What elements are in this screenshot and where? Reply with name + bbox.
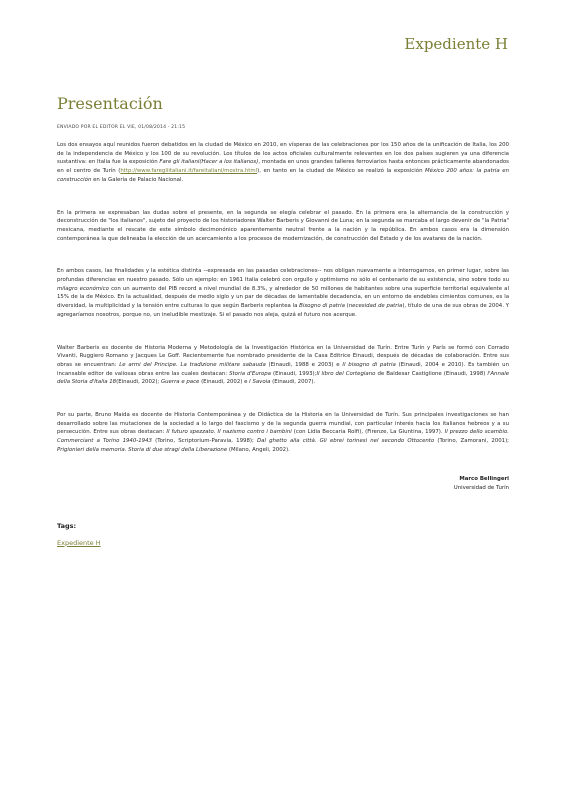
paragraph-3: En ambos casos, las finalidades y la estética distinta --expresada en las pasadas celebraciones-- nos obligan nuevamente a interrogarnos, en primer lugar, sobre las profundas diferencias en nuestro pasado. Sólo un ejemplo: en 1961 Italia celebró con orgullo y optimismo no sólo el centenario de su existencia, sino sobre todo su milagro económico con un aumento del PIB record a nivel mundial de 8.3%, y alrededor de 50 millones de habitantes sobre una superficie territorial equivalente al 15% de la de México. En la actualidad, después de medio siglo y un par de décadas de lamentable decadencia, en un entorno de endebles cimientos comunes, es la diversidad, la multiplicidad y la tensión entre culturas lo que según Barberis replantea la Bisogno di patria (necesidad de patria), título de una de sus obras de 2004. Y agregaríamos nosotros, porque no, un ineludible mestizaje. Si el pasado nos aleja, quizá el futuro nos acerque. xyxy=(57,268,509,318)
paragraph-1: Los dos ensayos aquí reunidos fueron debatidos en la ciudad de México en 2010, en vísperas de las celebraciones por los 150 años de la unificación de Italia, los 200 de la independencia de México y los 100 de su revolución. Los títulos de los actos oficiales culturalmente relevantes en los dos países sugieren ya una diferencia sustantiva: en Italia fue la exposición Fare gli italiani(Hacer a los italianos), montada en unos grandes talleres ferroviarios hasta entonces prácticamente abandonados en el centro de Turín (http://www.faregliitaliani.it/fareitaliani/mostra.html), en tanto en la ciudad de México se realizó la exposición México 200 años: la patria en construcción en la Galería de Palacio Nacional. xyxy=(57,142,510,183)
site-title[interactable]: Expediente H xyxy=(404,35,508,53)
tag-link[interactable]: Expediente H xyxy=(57,538,101,547)
paragraph-2: En la primera se expresaban las dudas sobre el presente, en la segunda se elegía celebrar el pasado. En la primera era la alternancia de la construcción y deconstrucción de "los italianos", sujeto del proyecto de los historiadores Walter Barberis y Giovanni de Luna; en la segunda se marcaba el largo devenir de "la Patria" mexicana, mediante el rescate de este símbolo decimonónico aparentemente neutral frente a la nación y la república. En ambos casos era la dimensión contemporánea la que delineaba la elección de un acercamiento a los procesos de modernización, de construcción del Estado y de los avatares de la nación. xyxy=(57,209,509,242)
author-name: Marco Bellingeri xyxy=(459,475,509,482)
paragraph-4: Walter Barberis es docente de Historia Moderna y Metodología de la Investigación Histórica en la Universidad de Turín. Entre Turín y París se formó con Corrado Vivanti, Ruggiero Romano y Jacques Le Goff. Recientemente fue nombrado presidente de la Casa Editrice Einaudi, después de décadas de colaboración. Entre sus obras se encuentran: Le armi del Principe. La tradizione militare sabauda (Einaudi, 1988 e 2003) e Il bisogno di patria (Einaudi, 2004 e 2010). Es también un incansable editor de valiosas obras entre las cuales destacan: Storia d'Europa (Einaudi, 1993);Il libro del Cortegiano de Baldesar Castiglione (Einaudi, 1998) l'Annale della Storia d'Italia 18(Einaudi, 2002); Guerra e pace (Einaudi, 2002) e I Savoia (Einaudi, 2007). xyxy=(57,344,510,386)
page-title: Presentación xyxy=(57,94,163,113)
exhibition-link[interactable]: http://www.faregliitaliani.it/fareitaliani/mostra.html xyxy=(120,168,258,175)
article-meta: ENVIADO POR EL EDITOR EL VIE, 01/08/2014 - 21:15 xyxy=(57,125,186,130)
article xyxy=(57,94,509,549)
author-affiliation: Universidad de Turín xyxy=(453,484,509,491)
tags-label: Tags: xyxy=(57,521,77,530)
paragraph-5: Por su parte, Bruno Maida es docente de Historia Contemporánea y de Didáctica de la Historia en la Universidad de Turín. Sus principales investigaciones se han desarrollado sobre las mutaciones de la sociedad a lo largo del fascismo y de la segunda guerra mundial, con particular interés hacia los italianos hebreos y a su persecución. Entre sus obras destacan: Il futuro spezzato. Il nazismo contro i bambini (con Lidia Beccaria Rolfi), (Firenze, La Giuntina, 1997). Il prezzo dello scambio. Commerciant a Torino 1940-1943 (Torino, Scriptorium-Paravia, 1998); Dal ghetto alla città. Gli ebrei torinesi nel secondo Ottocento (Torino, Zamorani, 2001); Prigionieri della memoria. Storia di due stragi della Liberazione (Milano, Angeli, 2002). xyxy=(57,412,509,453)
signature xyxy=(57,475,509,493)
